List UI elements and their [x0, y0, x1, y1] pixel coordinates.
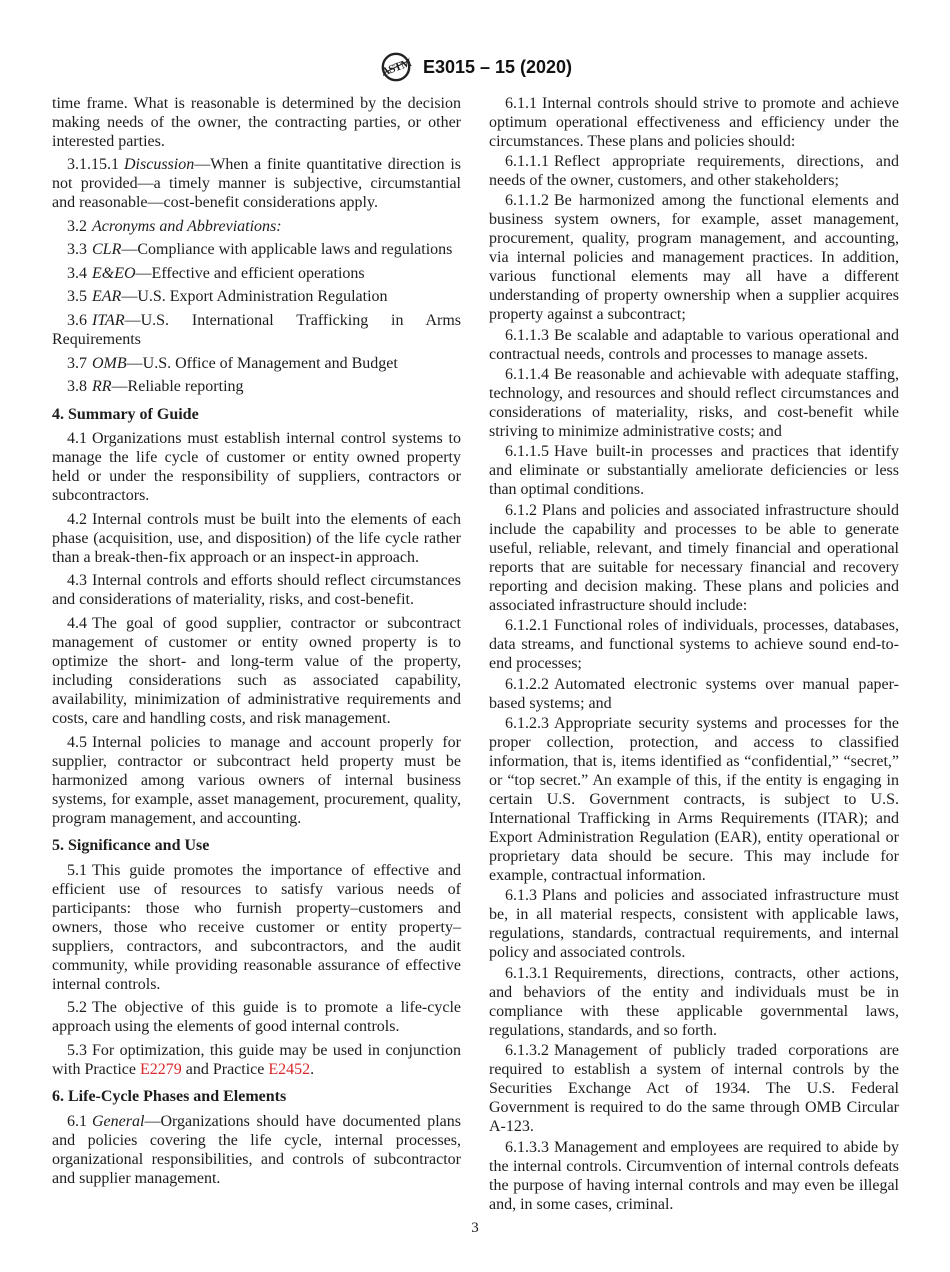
paragraph-number: 6.1.2.3: [505, 715, 549, 733]
paragraph: [52, 1041, 461, 1079]
paragraph: [52, 429, 461, 505]
page-number: 3: [471, 1220, 479, 1236]
paragraph-text: Internal controls should strive to promote and achieve optimum operational effectiveness and efficiency under the circumstances. These plans and policies should:: [489, 94, 899, 150]
paragraph-text: —U.S. International Trafficking in Arms Requirements: [52, 312, 461, 349]
paragraph: [489, 94, 899, 151]
defined-term: General: [92, 1112, 145, 1130]
paragraph-text: —U.S. Export Administration Regulation: [121, 288, 388, 306]
paragraph-text: Plans and policies and associated infrastructure should include the capability and processes to be able to generate useful, reliable, relevant, and timely financial and operational reports that are suitable for necessary financial and recovery reporting and decision making. These plans and policies and associated infrastructure should include:: [489, 501, 899, 614]
paragraph-text: Automated electronic systems over manual paper-based systems; and: [489, 675, 899, 712]
paragraph: [52, 94, 461, 151]
paragraph: [489, 714, 899, 885]
defined-term: Acronyms and Abbreviations:: [92, 217, 282, 235]
paragraph: [489, 1041, 899, 1136]
paragraph-number: 6.1.1.1: [505, 152, 549, 170]
paragraph: [52, 354, 461, 373]
standard-reference-link[interactable]: E2452: [268, 1060, 311, 1078]
paragraph-text: —Organizations should have documented plans and policies covering the life cycle, internal processes, organizational responsibilities, and controls of subcontractor and supplier management.: [52, 1112, 461, 1187]
paragraph-text: Have built-in processes and practices that identify and eliminate or substantially ameliorate deficiencies or less than optimal conditions.: [489, 443, 899, 499]
paragraph: [489, 616, 899, 673]
paragraph-number: 3.4: [67, 264, 87, 282]
paragraph: [52, 240, 461, 259]
paragraph: [52, 155, 461, 212]
paragraph-number: 6.1.1.4: [505, 366, 549, 384]
paragraph-number: 4.5: [67, 733, 87, 751]
page-header: [0, 51, 950, 83]
paragraph: [489, 442, 899, 499]
paragraph-text: Reflect appropriate requirements, directions, and needs of the owner, customers, and other stakeholders;: [489, 152, 899, 189]
paragraph-number: 6.1.3.3: [505, 1138, 549, 1156]
paragraph-number: 6.1.3.1: [505, 964, 549, 982]
paragraph-text: Internal controls and efforts should reflect circumstances and considerations of materiality, risks, and cost-benefit.: [52, 572, 461, 609]
astm-logo: [378, 52, 414, 82]
paragraph-text: The goal of good supplier, contractor or subcontract management of customer or entity owned property is to optimize the short- and long-term value of the property, including considerations such as associated capability, availability, minimization of administrative requirements and costs, care and handling costs, and risk management.: [52, 615, 461, 728]
paragraph-text: —Reliable reporting: [111, 378, 244, 396]
paragraph-text: Functional roles of individuals, processes, databases, data streams, and functional systems to achieve sound end-to-end processes;: [489, 617, 899, 673]
defined-term: Discussion: [124, 156, 195, 174]
defined-term: E&EO: [92, 264, 136, 282]
paragraph-text: Be scalable and adaptable to various operational and contractual needs, controls and processes to manage assets.: [489, 326, 899, 363]
paragraph-text: —Effective and efficient operations: [135, 264, 365, 282]
paragraph: [52, 377, 461, 396]
paragraph: [489, 326, 899, 364]
paragraph-number: 3.7: [67, 354, 87, 372]
paragraph-number: 3.8: [67, 378, 87, 396]
paragraph: [52, 311, 461, 349]
paragraph-text: Internal policies to manage and account properly for supplier, contractor or subcontract held property must be harmonized among various owners of internal business systems, for example, asset management, procurement, quality, program management, and accounting.: [52, 733, 461, 827]
defined-term: OMB: [92, 354, 127, 372]
paragraph: [489, 1138, 899, 1214]
paragraph: [52, 614, 461, 728]
paragraph: [489, 501, 899, 615]
section-heading: 6. Life-Cycle Phases and Elements: [52, 1088, 287, 1106]
paragraph-text: Be reasonable and achievable with adequate staffing, technology, and resources and should reflect circumstances and considerations of materiality, risks, and cost-benefit while striving to minimize administrative costs; and: [489, 366, 899, 441]
paragraph-number: 3.6: [67, 312, 87, 330]
paragraph-number: 4.3: [67, 572, 87, 590]
paragraph: [52, 264, 461, 283]
paragraph-number: 6.1.2: [505, 501, 537, 519]
paragraph: [52, 1112, 461, 1188]
paragraph-number: 6.1.1: [505, 94, 537, 112]
paragraph-number: 6.1.2.2: [505, 675, 549, 693]
defined-term: CLR: [92, 241, 122, 259]
paragraph-text: and Practice: [181, 1060, 269, 1078]
paragraph-number: 3.2: [67, 217, 87, 235]
paragraph: [52, 287, 461, 306]
paragraph: [489, 152, 899, 190]
paragraph: [52, 861, 461, 994]
paragraph-number: 4.2: [67, 510, 87, 528]
right-column: [489, 94, 899, 1215]
paragraph-number: 6.1.3: [505, 887, 537, 905]
paragraph: [52, 217, 461, 236]
paragraph: [52, 571, 461, 609]
paragraph-number: 5.1: [67, 861, 87, 879]
astm-logo-lettering: ASTM: [379, 57, 413, 79]
paragraph-number: 6.1.2.1: [505, 617, 549, 635]
paragraph-number: 6.1.1.2: [505, 192, 549, 210]
paragraph-text: The objective of this guide is to promote a life-cycle approach using the elements of good internal controls.: [52, 999, 461, 1036]
paragraph-number: 6.1.1.5: [505, 443, 549, 461]
section-heading: 5. Significance and Use: [52, 837, 210, 855]
paragraph-number: 4.4: [67, 615, 87, 633]
paragraph-text: Management and employees are required to abide by the internal controls. Circumvention of internal controls defeats the purpose of having internal controls and may even be illegal and, in some cases, criminal.: [489, 1138, 899, 1213]
paragraph-number: 5.3: [67, 1041, 87, 1059]
standard-reference-link[interactable]: E2279: [139, 1060, 182, 1078]
paragraph: [52, 510, 461, 567]
left-column: [52, 94, 461, 1193]
paragraph-text: Plans and policies and associated infrastructure must be, in all material respects, consistent with applicable laws, regulations, standards, contractual requirements, and internal policy and associated controls.: [489, 887, 899, 962]
document-designation: E3015 – 15 (2020): [422, 57, 573, 77]
paragraph-text: Management of publicly traded corporations are required to establish a system of internal controls by the Securities Exchange Act of 1934. The U.S. Federal Government is required to do the same through OMB Circular A-123.: [489, 1042, 899, 1136]
paragraph: [489, 191, 899, 324]
paragraph: [489, 365, 899, 441]
paragraph-text: For optimization, this guide may be used in conjunction with Practice: [52, 1041, 461, 1078]
paragraph-text: Requirements, directions, contracts, other actions, and behaviors of the entity and individuals must be in compliance with these applicable governmental laws, regulations, standards, and so forth.: [489, 964, 899, 1039]
paragraph-number: 6.1.3.2: [505, 1042, 549, 1060]
defined-term: RR: [92, 378, 112, 396]
paragraph-number: 3.5: [67, 288, 87, 306]
paragraph-text: Appropriate security systems and processes for the proper collection, protection, and access to classified information, that is, items identified as “confidential,” “secret,” or “top secret.” An example of this, if the entity is engaging in certain U.S. Government contracts, is subject to U.S. International Trafficking in Arms Requirements (ITAR); and Export Administration Regulation (EAR), entity operational or proprietary data should be secure. This may include for example, contractual information.: [489, 715, 899, 885]
paragraph: [52, 733, 461, 828]
paragraph-text: This guide promotes the importance of effective and efficient use of resources to satisfy various needs of participants: those who furnish property–customers and owners, those who receive customer or entity property–suppliers, contractors, and subcontractors, and the audit community, while providing reasonable assurance of effective internal controls.: [52, 861, 461, 993]
paragraph: [489, 886, 899, 962]
paragraph: [52, 998, 461, 1036]
paragraph-number: 3.1.15.1: [67, 156, 119, 174]
defined-term: EAR: [92, 288, 122, 306]
paragraph-text: .: [310, 1060, 315, 1078]
paragraph-text: —Compliance with applicable laws and regulations: [121, 241, 453, 259]
paragraph-text: time frame. What is reasonable is determined by the decision making needs of the owner, the contracting parties, or other interested parties.: [52, 94, 461, 150]
paragraph-text: Organizations must establish internal control systems to manage the life cycle of customer or entity owned property held or under the responsibility of suppliers, contractors or subcontractors.: [52, 430, 461, 505]
section-heading: 4. Summary of Guide: [52, 405, 199, 423]
paragraph: [489, 675, 899, 713]
paragraph-number: 6.1.1.3: [505, 326, 549, 344]
paragraph-text: —When a finite quantitative direction is not provided—a timely manner is subjective, circumstantial and reasonable—cost-benefit considerations apply.: [52, 156, 461, 212]
paragraph-number: 6.1: [67, 1112, 87, 1130]
paragraph-text: —U.S. Office of Management and Budget: [126, 354, 398, 372]
paragraph-number: 4.1: [67, 430, 87, 448]
paragraph: [489, 964, 899, 1040]
paragraph-number: 5.2: [67, 999, 87, 1017]
paragraph-text: Internal controls must be built into the elements of each phase (acquisition, use, and disposition) of the life cycle rather than a break-then-fix approach or an inspect-in approach.: [52, 510, 461, 566]
defined-term: ITAR: [92, 312, 125, 330]
paragraph-text: Be harmonized among the functional elements and business system owners, for example, asset management, procurement, quality, program management, and accounting, via internal policies and management practices. In addition, various functional elements may all have a different understanding of property ownership when a supplier acquires property against a subcontract;: [489, 192, 899, 324]
paragraph-number: 3.3: [67, 241, 87, 259]
